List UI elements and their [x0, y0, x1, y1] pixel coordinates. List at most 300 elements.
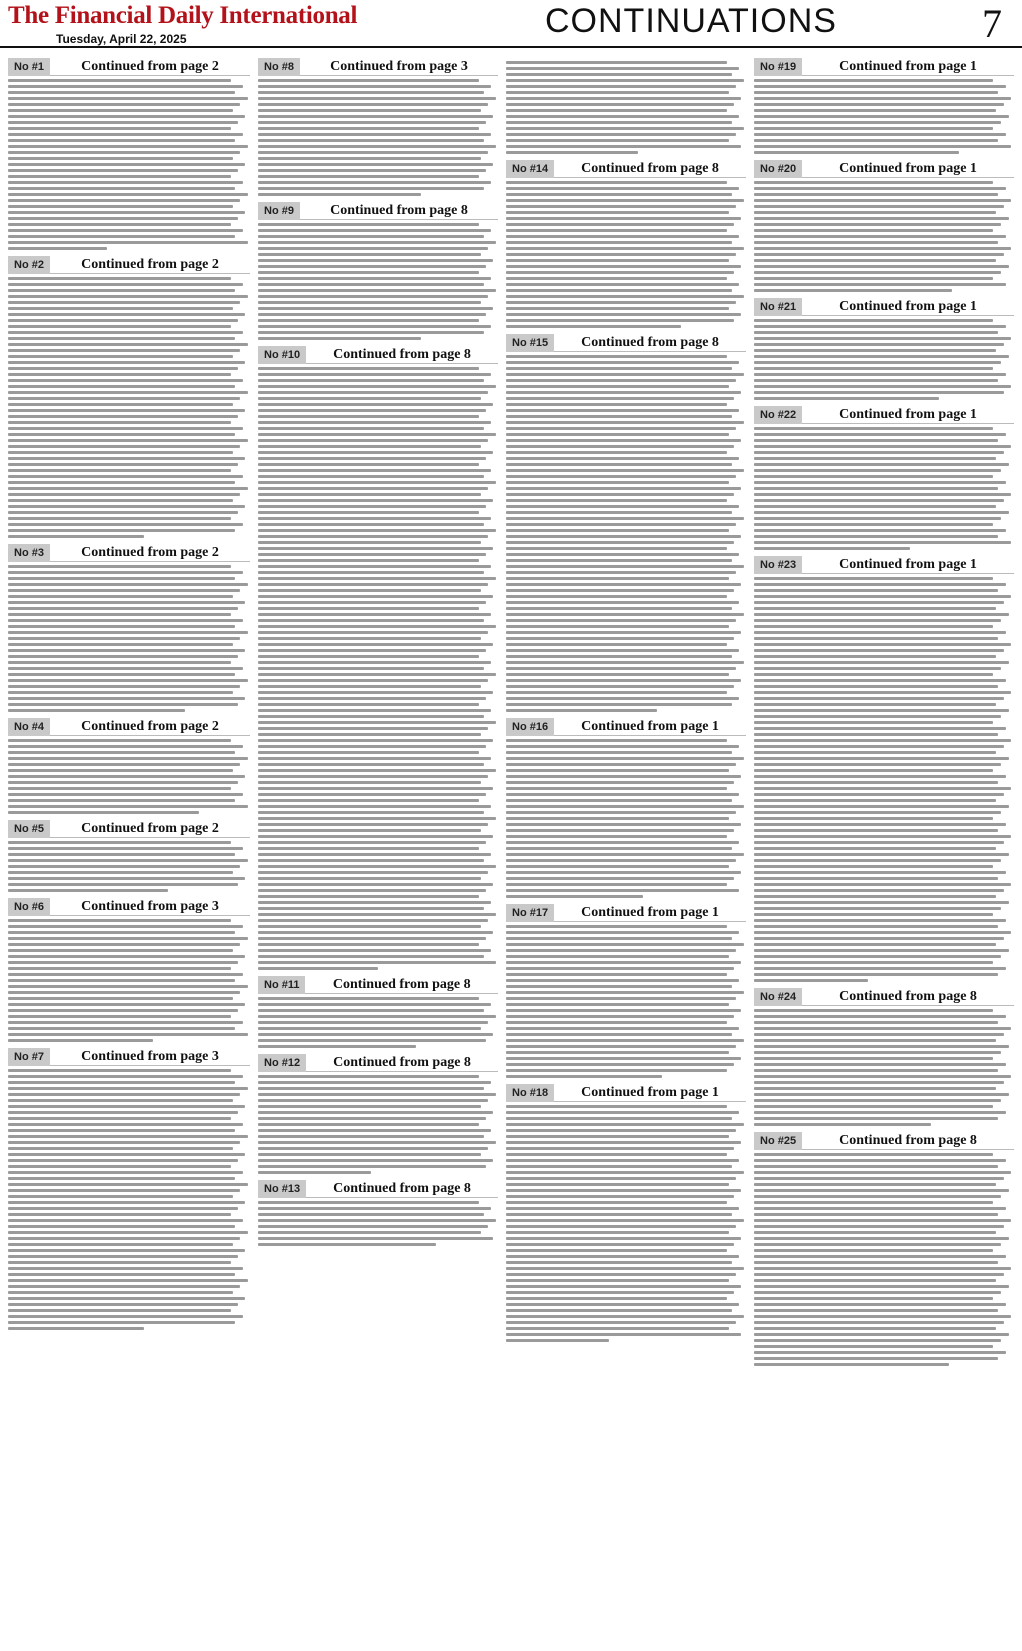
article	[8, 1048, 250, 1330]
text-line	[8, 535, 144, 538]
continued-from-label: Continued from page 8	[305, 976, 498, 994]
text-line	[754, 1303, 1006, 1306]
text-line	[754, 1111, 1006, 1114]
text-line	[8, 757, 248, 760]
text-line	[506, 445, 734, 448]
text-line	[258, 1165, 486, 1168]
text-line	[8, 967, 231, 970]
text-line	[754, 325, 1006, 328]
text-line	[8, 775, 245, 778]
text-line	[8, 1075, 243, 1078]
text-line	[258, 1075, 479, 1078]
text-line	[506, 937, 732, 940]
text-line	[754, 1261, 998, 1264]
text-line	[8, 847, 243, 850]
text-line	[754, 583, 1006, 586]
text-line	[258, 319, 479, 322]
text-line	[506, 931, 739, 934]
text-line	[754, 1243, 1001, 1246]
text-line	[754, 919, 1006, 922]
text-line	[8, 457, 245, 460]
text-line	[8, 649, 245, 652]
text-line	[258, 1009, 484, 1012]
article	[754, 58, 1014, 154]
text-line	[8, 427, 243, 430]
text-line	[258, 277, 491, 280]
text-line	[258, 577, 496, 580]
article-header	[754, 58, 1014, 76]
text-line	[506, 1051, 729, 1054]
text-line	[754, 1045, 1009, 1048]
article-header	[506, 334, 746, 352]
article	[8, 898, 250, 1042]
text-line	[258, 301, 481, 304]
text-line	[754, 1123, 931, 1126]
article	[506, 61, 746, 154]
text-line	[754, 607, 996, 610]
text-line	[506, 1333, 741, 1336]
text-line	[258, 1129, 491, 1132]
text-line	[8, 175, 231, 178]
text-line	[754, 1285, 1009, 1288]
text-line	[506, 1195, 734, 1198]
text-line	[8, 1321, 235, 1324]
text-line	[258, 889, 486, 892]
text-line	[754, 721, 993, 724]
text-line	[258, 703, 479, 706]
text-line	[506, 577, 729, 580]
text-line	[258, 1225, 488, 1228]
text-line	[506, 781, 734, 784]
article-number: No #4	[8, 718, 50, 736]
text-line	[258, 709, 491, 712]
text-line	[506, 433, 729, 436]
text-line	[754, 223, 1001, 226]
text-line	[506, 457, 739, 460]
text-line	[506, 1243, 734, 1246]
text-line	[754, 253, 1004, 256]
text-line	[258, 619, 484, 622]
text-line	[754, 1291, 1001, 1294]
text-line	[506, 811, 736, 814]
text-line	[754, 271, 1001, 274]
text-line	[506, 439, 741, 442]
text-line	[258, 103, 488, 106]
text-line	[754, 265, 1009, 268]
text-line	[8, 931, 235, 934]
text-line	[8, 703, 238, 706]
text-line	[258, 601, 486, 604]
text-line	[754, 793, 1004, 796]
text-line	[258, 1081, 491, 1084]
text-line	[8, 1303, 238, 1306]
text-line	[8, 529, 235, 532]
text-line	[258, 955, 484, 958]
article-body	[506, 181, 746, 328]
text-line	[506, 415, 732, 418]
text-line	[506, 889, 739, 892]
text-line	[258, 415, 479, 418]
text-line	[754, 1315, 1011, 1318]
text-line	[506, 625, 729, 628]
text-line	[754, 1321, 1004, 1324]
text-line	[258, 295, 488, 298]
text-line	[506, 871, 741, 874]
text-line	[506, 751, 732, 754]
text-line	[506, 793, 739, 796]
text-line	[8, 1171, 243, 1174]
text-line	[8, 1027, 235, 1030]
text-line	[8, 517, 231, 520]
text-line	[8, 637, 240, 640]
text-line	[754, 1099, 1001, 1102]
article-body	[258, 997, 498, 1048]
text-line	[754, 439, 998, 442]
text-line	[754, 841, 1004, 844]
text-line	[258, 445, 481, 448]
text-line	[506, 973, 727, 976]
article-body	[754, 319, 1014, 400]
text-line	[506, 463, 732, 466]
article	[258, 346, 498, 970]
article-header	[258, 202, 498, 220]
text-line	[258, 1237, 493, 1240]
text-line	[8, 1123, 243, 1126]
text-line	[258, 763, 484, 766]
text-line	[754, 367, 993, 370]
article-body	[754, 181, 1014, 292]
continued-from-label: Continued from page 2	[50, 718, 250, 736]
text-line	[506, 1039, 744, 1042]
text-line	[506, 115, 739, 118]
text-line	[754, 529, 1006, 532]
paper-name: The Financial Daily International	[8, 2, 358, 29]
article	[754, 160, 1014, 292]
text-line	[8, 301, 240, 304]
text-line	[506, 1339, 609, 1342]
text-line	[258, 961, 496, 964]
text-line	[506, 739, 727, 742]
text-line	[754, 817, 993, 820]
text-line	[258, 229, 491, 232]
text-line	[754, 145, 1011, 148]
text-line	[506, 865, 729, 868]
continued-from-label: Continued from page 3	[50, 1048, 250, 1066]
text-line	[506, 109, 727, 112]
text-line	[754, 337, 1011, 340]
text-line	[754, 589, 998, 592]
text-line	[8, 697, 245, 700]
article	[754, 406, 1014, 550]
text-line	[506, 361, 739, 364]
text-line	[754, 1069, 998, 1072]
text-line	[258, 313, 486, 316]
text-line	[8, 367, 238, 370]
article-number: No #20	[754, 160, 802, 178]
text-line	[506, 943, 744, 946]
text-line	[258, 421, 491, 424]
text-line	[258, 157, 481, 160]
text-line	[8, 139, 235, 142]
text-line	[8, 229, 243, 232]
text-line	[258, 943, 479, 946]
text-line	[8, 1237, 240, 1240]
text-line	[754, 361, 1001, 364]
article-number: No #15	[506, 334, 554, 352]
page-number: 7	[982, 1, 1002, 46]
article-header	[258, 976, 498, 994]
text-line	[8, 751, 235, 754]
text-line	[506, 373, 744, 376]
text-line	[8, 469, 231, 472]
text-line	[506, 859, 736, 862]
text-line	[8, 1111, 238, 1114]
article-body	[506, 925, 746, 1078]
text-line	[8, 421, 231, 424]
article-header	[8, 820, 250, 838]
text-line	[8, 859, 248, 862]
section-title: CONTINUATIONS	[545, 2, 837, 40]
article-body	[8, 1069, 250, 1330]
text-line	[258, 181, 491, 184]
text-line	[258, 829, 481, 832]
text-line	[8, 523, 243, 526]
text-line	[754, 427, 993, 430]
text-line	[754, 1093, 1009, 1096]
text-line	[754, 1249, 993, 1252]
text-line	[8, 307, 233, 310]
text-line	[8, 85, 243, 88]
text-line	[258, 193, 421, 196]
text-line	[506, 511, 732, 514]
text-line	[8, 661, 231, 664]
text-line	[754, 349, 996, 352]
text-line	[8, 565, 231, 568]
text-line	[258, 1159, 493, 1162]
text-line	[506, 271, 734, 274]
text-line	[8, 1159, 238, 1162]
continued-from-label: Continued from page 2	[50, 544, 250, 562]
text-line	[754, 667, 1001, 670]
text-line	[754, 577, 993, 580]
article-number: No #25	[754, 1132, 802, 1150]
text-line	[506, 247, 744, 250]
text-line	[754, 787, 1011, 790]
text-line	[754, 763, 1001, 766]
article	[506, 718, 746, 898]
text-line	[754, 673, 993, 676]
text-line	[754, 523, 993, 526]
text-line	[8, 169, 238, 172]
text-line	[754, 541, 1011, 544]
text-line	[754, 445, 1011, 448]
text-line	[8, 1225, 235, 1228]
text-line	[506, 193, 732, 196]
continued-from-label: Continued from page 1	[802, 58, 1014, 76]
text-line	[506, 601, 739, 604]
text-line	[258, 835, 493, 838]
article-number: No #17	[506, 904, 554, 922]
article-number: No #11	[258, 976, 305, 994]
continued-from-label: Continued from page 1	[802, 160, 1014, 178]
text-line	[506, 961, 741, 964]
text-line	[754, 739, 1011, 742]
text-line	[258, 775, 488, 778]
text-line	[506, 679, 741, 682]
text-line	[258, 595, 493, 598]
text-line	[506, 991, 744, 994]
article-body	[754, 1153, 1014, 1366]
text-line	[258, 1153, 481, 1156]
text-line	[258, 265, 486, 268]
text-line	[8, 1153, 245, 1156]
article-header	[754, 556, 1014, 574]
issue-date: Tuesday, April 22, 2025	[56, 32, 187, 46]
text-line	[8, 811, 199, 814]
text-line	[754, 799, 996, 802]
text-line	[258, 1147, 488, 1150]
text-line	[754, 847, 996, 850]
text-line	[8, 655, 238, 658]
text-line	[258, 937, 486, 940]
text-line	[754, 973, 998, 976]
text-line	[506, 91, 729, 94]
text-line	[8, 79, 231, 82]
text-line	[506, 709, 657, 712]
text-line	[506, 469, 744, 472]
text-line	[754, 625, 993, 628]
text-line	[258, 691, 493, 694]
continued-from-label: Continued from page 1	[554, 718, 746, 736]
text-line	[754, 601, 1004, 604]
text-line	[506, 103, 734, 106]
text-line	[258, 385, 496, 388]
text-line	[258, 109, 481, 112]
text-line	[506, 73, 732, 76]
article-body	[754, 427, 1014, 550]
article-number: No #10	[258, 346, 306, 364]
article-body	[258, 1075, 498, 1174]
masthead	[0, 0, 1022, 48]
text-line	[8, 691, 233, 694]
text-line	[8, 667, 243, 670]
text-line	[754, 355, 1009, 358]
text-line	[754, 1015, 1006, 1018]
text-line	[754, 1051, 1001, 1054]
text-line	[258, 487, 488, 490]
text-line	[258, 787, 493, 790]
text-line	[258, 463, 479, 466]
article	[258, 1054, 498, 1174]
text-line	[8, 439, 248, 442]
text-line	[258, 1213, 484, 1216]
text-line	[506, 649, 739, 652]
text-line	[258, 1039, 486, 1042]
article	[258, 976, 498, 1048]
article-number: No #19	[754, 58, 802, 76]
text-line	[754, 949, 1009, 952]
text-line	[506, 775, 741, 778]
text-line	[754, 373, 1006, 376]
text-line	[258, 391, 488, 394]
article-body	[258, 367, 498, 970]
text-line	[8, 121, 238, 124]
text-line	[506, 1075, 662, 1078]
text-line	[754, 517, 1001, 520]
article-number: No #8	[258, 58, 300, 76]
article-header	[506, 160, 746, 178]
text-line	[506, 487, 741, 490]
text-line	[8, 283, 243, 286]
text-line	[506, 1153, 727, 1156]
text-line	[754, 217, 1009, 220]
text-line	[258, 733, 481, 736]
text-line	[754, 1231, 996, 1234]
text-line	[8, 619, 243, 622]
text-line	[754, 1117, 998, 1120]
text-line	[754, 631, 1006, 634]
text-line	[258, 469, 491, 472]
article-body	[754, 79, 1014, 154]
text-line	[8, 343, 248, 346]
text-line	[8, 973, 243, 976]
text-line	[8, 955, 245, 958]
text-line	[8, 1207, 238, 1210]
text-line	[754, 121, 1001, 124]
text-line	[8, 1021, 243, 1024]
text-line	[258, 529, 496, 532]
text-line	[506, 253, 736, 256]
text-line	[754, 1057, 993, 1060]
text-line	[754, 1363, 949, 1366]
text-line	[8, 205, 233, 208]
text-line	[258, 589, 481, 592]
text-line	[258, 163, 493, 166]
text-line	[258, 139, 484, 142]
text-line	[506, 1171, 744, 1174]
article-number: No #12	[258, 1054, 306, 1072]
text-line	[8, 319, 238, 322]
text-line	[506, 631, 741, 634]
text-line	[258, 607, 479, 610]
text-line	[258, 877, 481, 880]
text-line	[506, 493, 734, 496]
text-line	[8, 199, 240, 202]
text-line	[258, 565, 491, 568]
text-line	[8, 337, 235, 340]
text-line	[506, 1183, 729, 1186]
text-line	[506, 667, 736, 670]
text-line	[8, 223, 231, 226]
text-line	[258, 637, 481, 640]
text-line	[506, 265, 741, 268]
text-line	[8, 1009, 238, 1012]
text-line	[8, 919, 231, 922]
text-line	[754, 187, 1006, 190]
text-line	[258, 799, 479, 802]
text-line	[8, 187, 235, 190]
text-line	[8, 685, 240, 688]
text-line	[754, 1105, 993, 1108]
text-line	[8, 1087, 248, 1090]
text-line	[258, 697, 486, 700]
article	[506, 334, 746, 712]
text-line	[8, 379, 243, 382]
text-line	[8, 1285, 240, 1288]
text-line	[506, 223, 734, 226]
article-header	[8, 1048, 250, 1066]
text-line	[258, 235, 484, 238]
